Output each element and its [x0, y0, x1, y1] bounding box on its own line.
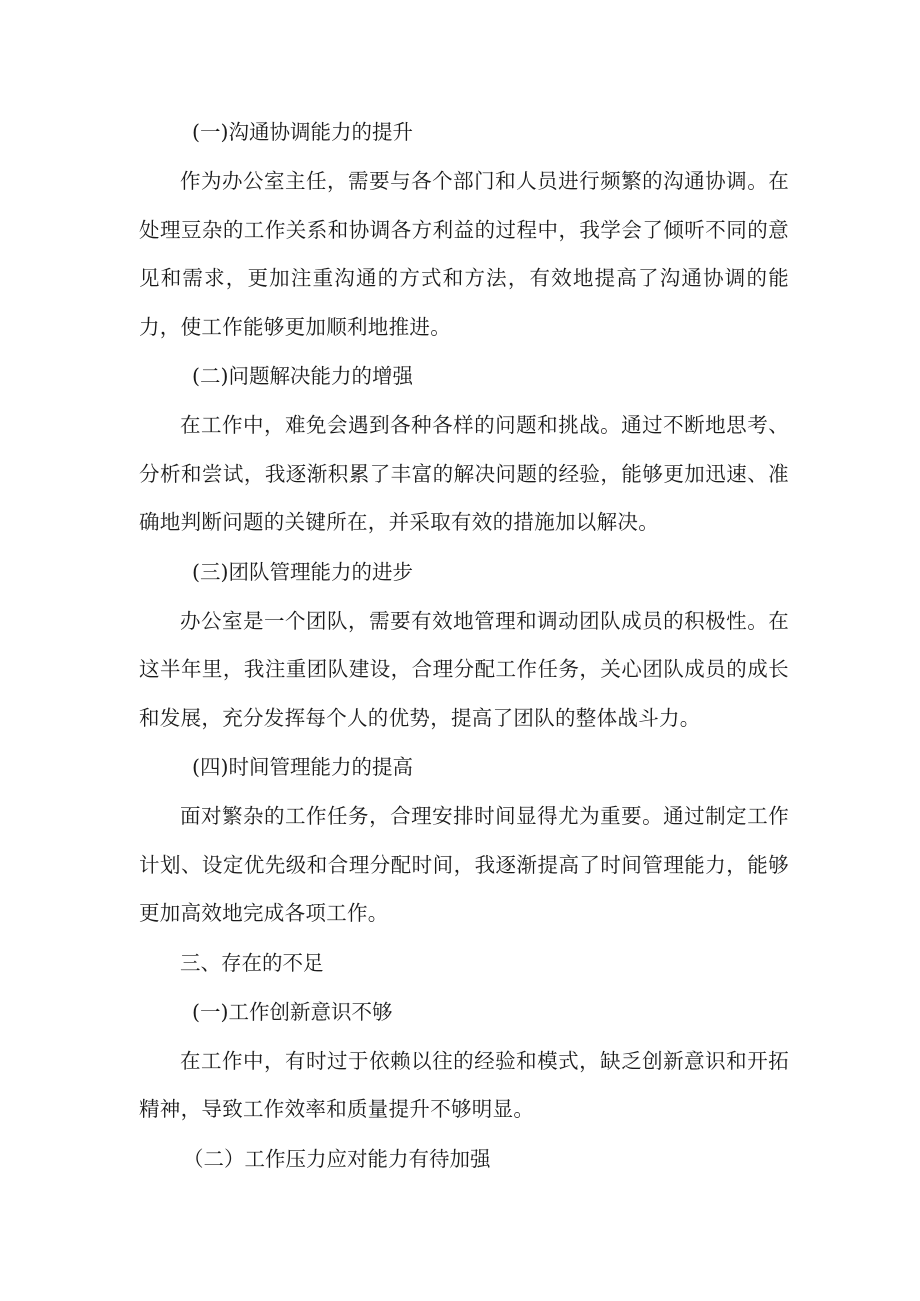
- subheading-team-management: (三)团队管理能力的进步: [192, 559, 413, 584]
- subheading-communication: (一)沟通协调能力的提升: [192, 120, 413, 144]
- paragraph-innovation: 在工作中，有时过于依赖以往的经验和模式，缺乏创新意识和开拓精神，导致工作效率和质量提升不够明显。: [139, 1048, 789, 1121]
- paragraph-team-management: 办公室是一个团队，需要有效地管理和调动团队成员的积极性。在这半年里，我注重团队建设，合理分配工作任务，关心团队成员的成长和发展，充分发挥每个人的优势，提高了团队的整体战斗力。: [139, 608, 789, 730]
- subheading-problem-solving: (二)问题解决能力的增强: [192, 364, 413, 388]
- paragraph-communication: 作为办公室主任，需要与各个部门和人员进行频繁的沟通协调。在处理豆杂的工作关系和协调各方利益的过程中，我学会了倾听不同的意见和需求，更加注重沟通的方式和方法，有效地提高了沟通协调的能力，使工作能够更加顺利地推进。: [139, 169, 789, 339]
- paragraph-time-management: 面对繁杂的工作任务，合理安排时间显得尤为重要。通过制定工作计划、设定优先级和合理分配时间，我逐渐提高了时间管理能力，能够更加高效地完成各项工作。: [139, 804, 789, 925]
- section-heading-shortcomings: 三、存在的不足: [180, 950, 324, 975]
- paragraph-problem-solving: 在工作中，难免会遇到各种各样的问题和挑战。通过不断地思考、分析和尝试，我逐渐积累了丰富的解决问题的经验，能够更加迅速、准确地判断问题的关键所在，并采取有效的措施加以解决。: [139, 413, 789, 534]
- subheading-innovation: (一)工作创新意识不够: [192, 999, 393, 1024]
- subheading-work-pressure: （二）工作压力应对能力有待加强: [183, 1146, 491, 1171]
- document-body: [139, 112, 789, 1188]
- subheading-time-management: (四)时间管理能力的提高: [192, 755, 413, 779]
